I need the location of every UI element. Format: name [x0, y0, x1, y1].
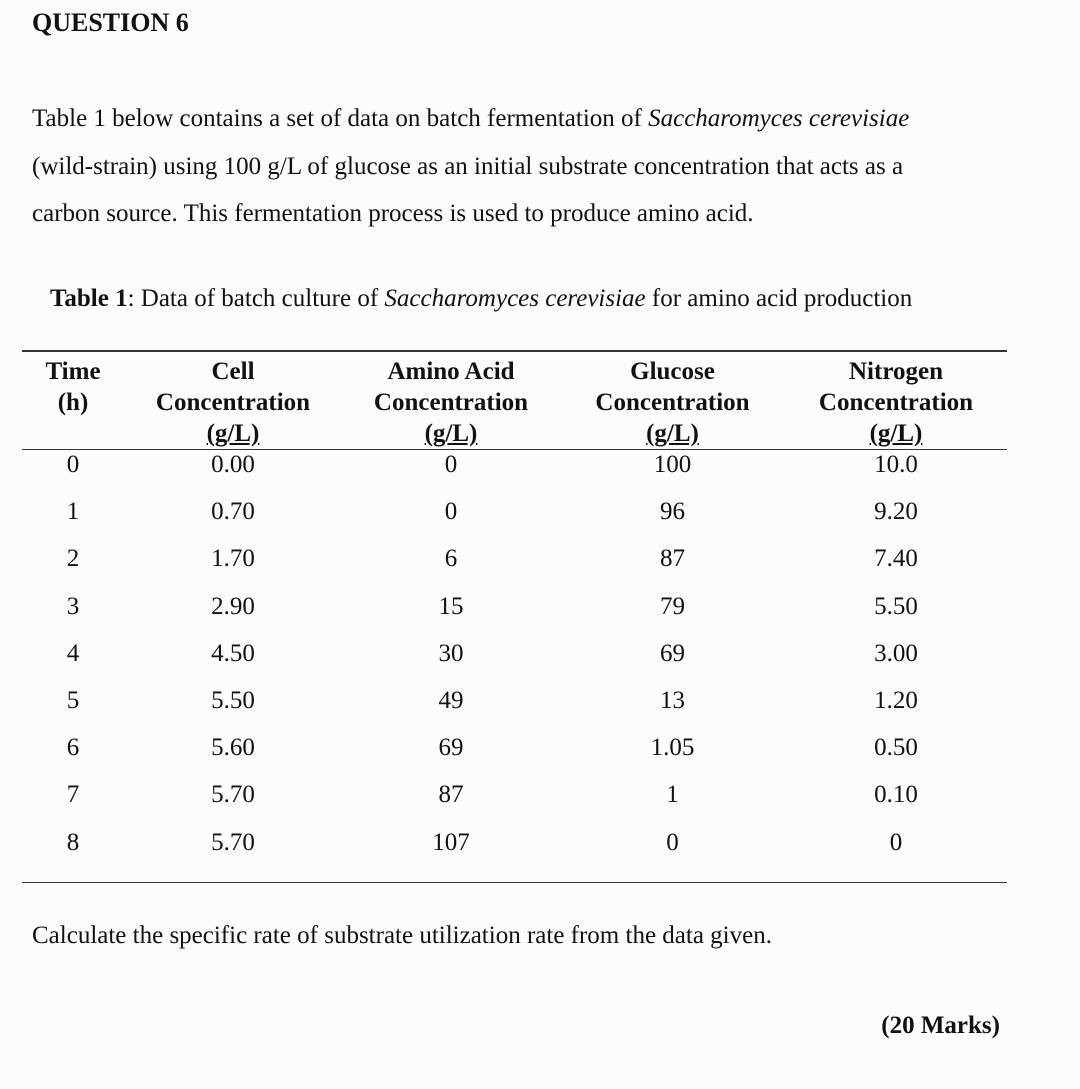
table-row: [22, 686, 1007, 733]
intro-line-3: carbon source. This fermentation process is used to produce amino acid.: [32, 200, 754, 227]
table-row: [22, 592, 1007, 639]
table-cell: 0.10: [874, 781, 918, 809]
table-cell: 6: [444, 545, 458, 573]
table-cell: 0.50: [874, 734, 918, 762]
table-cell: 0: [666, 828, 679, 856]
table-row: [22, 497, 1007, 544]
header-line: Concentration: [373, 389, 529, 416]
table-cell: 30: [438, 639, 464, 667]
table-cell: 15: [438, 592, 464, 620]
intro-organism: Saccharomyces cerevisiae: [648, 105, 910, 132]
question-title: QUESTION 6: [32, 8, 189, 37]
table-cell: 1.70: [211, 545, 255, 573]
table-cell: 87: [438, 781, 464, 809]
data-table: [22, 350, 1007, 883]
table-cell: 8: [66, 828, 80, 856]
table-cell: 3: [66, 592, 80, 620]
table-cell: 5.70: [211, 828, 255, 856]
table-cell: 6: [66, 734, 80, 762]
header-unit: (g/L): [869, 420, 923, 447]
header-time: [22, 351, 124, 450]
table-cell: 96: [660, 498, 685, 526]
header-line: Time: [45, 358, 101, 385]
intro-paragraph: [32, 95, 1017, 238]
table-row: [22, 780, 1007, 827]
table-cell: 2.90: [211, 592, 255, 620]
table-cell: 1: [66, 498, 80, 526]
header-cell-concentration: [124, 351, 342, 450]
table-cell: 7: [66, 781, 80, 809]
header-glucose-concentration: [560, 351, 785, 450]
table-row: [22, 544, 1007, 591]
header-amino-acid-concentration: [342, 351, 560, 450]
table-cell: 10.0: [874, 451, 918, 478]
intro-line-1: [32, 95, 1017, 143]
table-row: [22, 828, 1007, 883]
table-cell: 0.70: [211, 498, 255, 526]
caption-label: Table 1: [50, 285, 128, 312]
caption-organism: Saccharomyces cerevisiae: [384, 285, 646, 312]
table-cell: 4.50: [211, 639, 255, 667]
table-row: [22, 450, 1007, 498]
table-cell: 5.50: [211, 686, 255, 714]
table-cell: 1: [666, 781, 679, 809]
header-nitrogen-concentration: [785, 351, 1007, 450]
table-cell: 87: [660, 545, 685, 573]
table-cell: 69: [660, 639, 685, 667]
table-cell: 49: [438, 686, 464, 714]
table-cell: 1.20: [874, 686, 918, 714]
table-cell: 100: [653, 451, 692, 478]
table-cell: 9.20: [874, 498, 918, 526]
table-cell: 2: [66, 545, 80, 573]
header-line: Nitrogen: [849, 358, 943, 385]
table-header-row: [22, 351, 1007, 450]
intro-line-2: (wild-strain) using 100 g/L of glucose as an initial substrate concentration that acts as a: [32, 152, 904, 180]
header-line: Amino Acid: [387, 358, 515, 385]
header-line: Concentration: [818, 389, 974, 416]
caption-text-end: for amino acid production: [645, 285, 913, 312]
header-line: Glucose: [630, 358, 715, 385]
table-cell: 5.50: [874, 592, 918, 620]
marks-label: (20 Marks): [881, 1012, 1000, 1039]
table-cell: 0: [444, 498, 458, 526]
header-unit: (g/L): [646, 420, 699, 447]
table-row: [22, 639, 1007, 686]
table-cell: 5: [66, 686, 80, 714]
header-line: Concentration: [155, 389, 311, 416]
header-unit: (g/L): [206, 420, 260, 447]
header-line: Cell: [211, 358, 255, 385]
table-cell: 0: [889, 828, 903, 856]
table-cell: 0: [66, 451, 80, 478]
table-cell: 13: [660, 686, 685, 714]
table-cell: 0: [444, 451, 458, 478]
table-cell: 0.00: [211, 451, 255, 478]
table-cell: 79: [660, 592, 685, 620]
table-cell: 7.40: [874, 545, 918, 573]
table-cell: 1.05: [650, 734, 695, 762]
question-prompt: Calculate the specific rate of substrate utilization rate from the data given.: [32, 922, 772, 949]
table-cell: 69: [438, 734, 464, 762]
header-line: (h): [57, 389, 89, 416]
caption-text: : Data of batch culture of: [127, 285, 385, 312]
table-cell: 5.60: [211, 734, 255, 762]
table-cell: 107: [432, 828, 470, 856]
table-row: [22, 733, 1007, 780]
table-cell: 3.00: [874, 639, 918, 667]
table-caption: [50, 285, 912, 313]
intro-text: Table 1 below contains a set of data on batch fermentation of: [32, 105, 649, 132]
table-cell: 4: [66, 639, 80, 667]
header-unit: (g/L): [424, 420, 478, 447]
header-line: Concentration: [595, 389, 750, 416]
table-cell: 5.70: [211, 781, 255, 809]
